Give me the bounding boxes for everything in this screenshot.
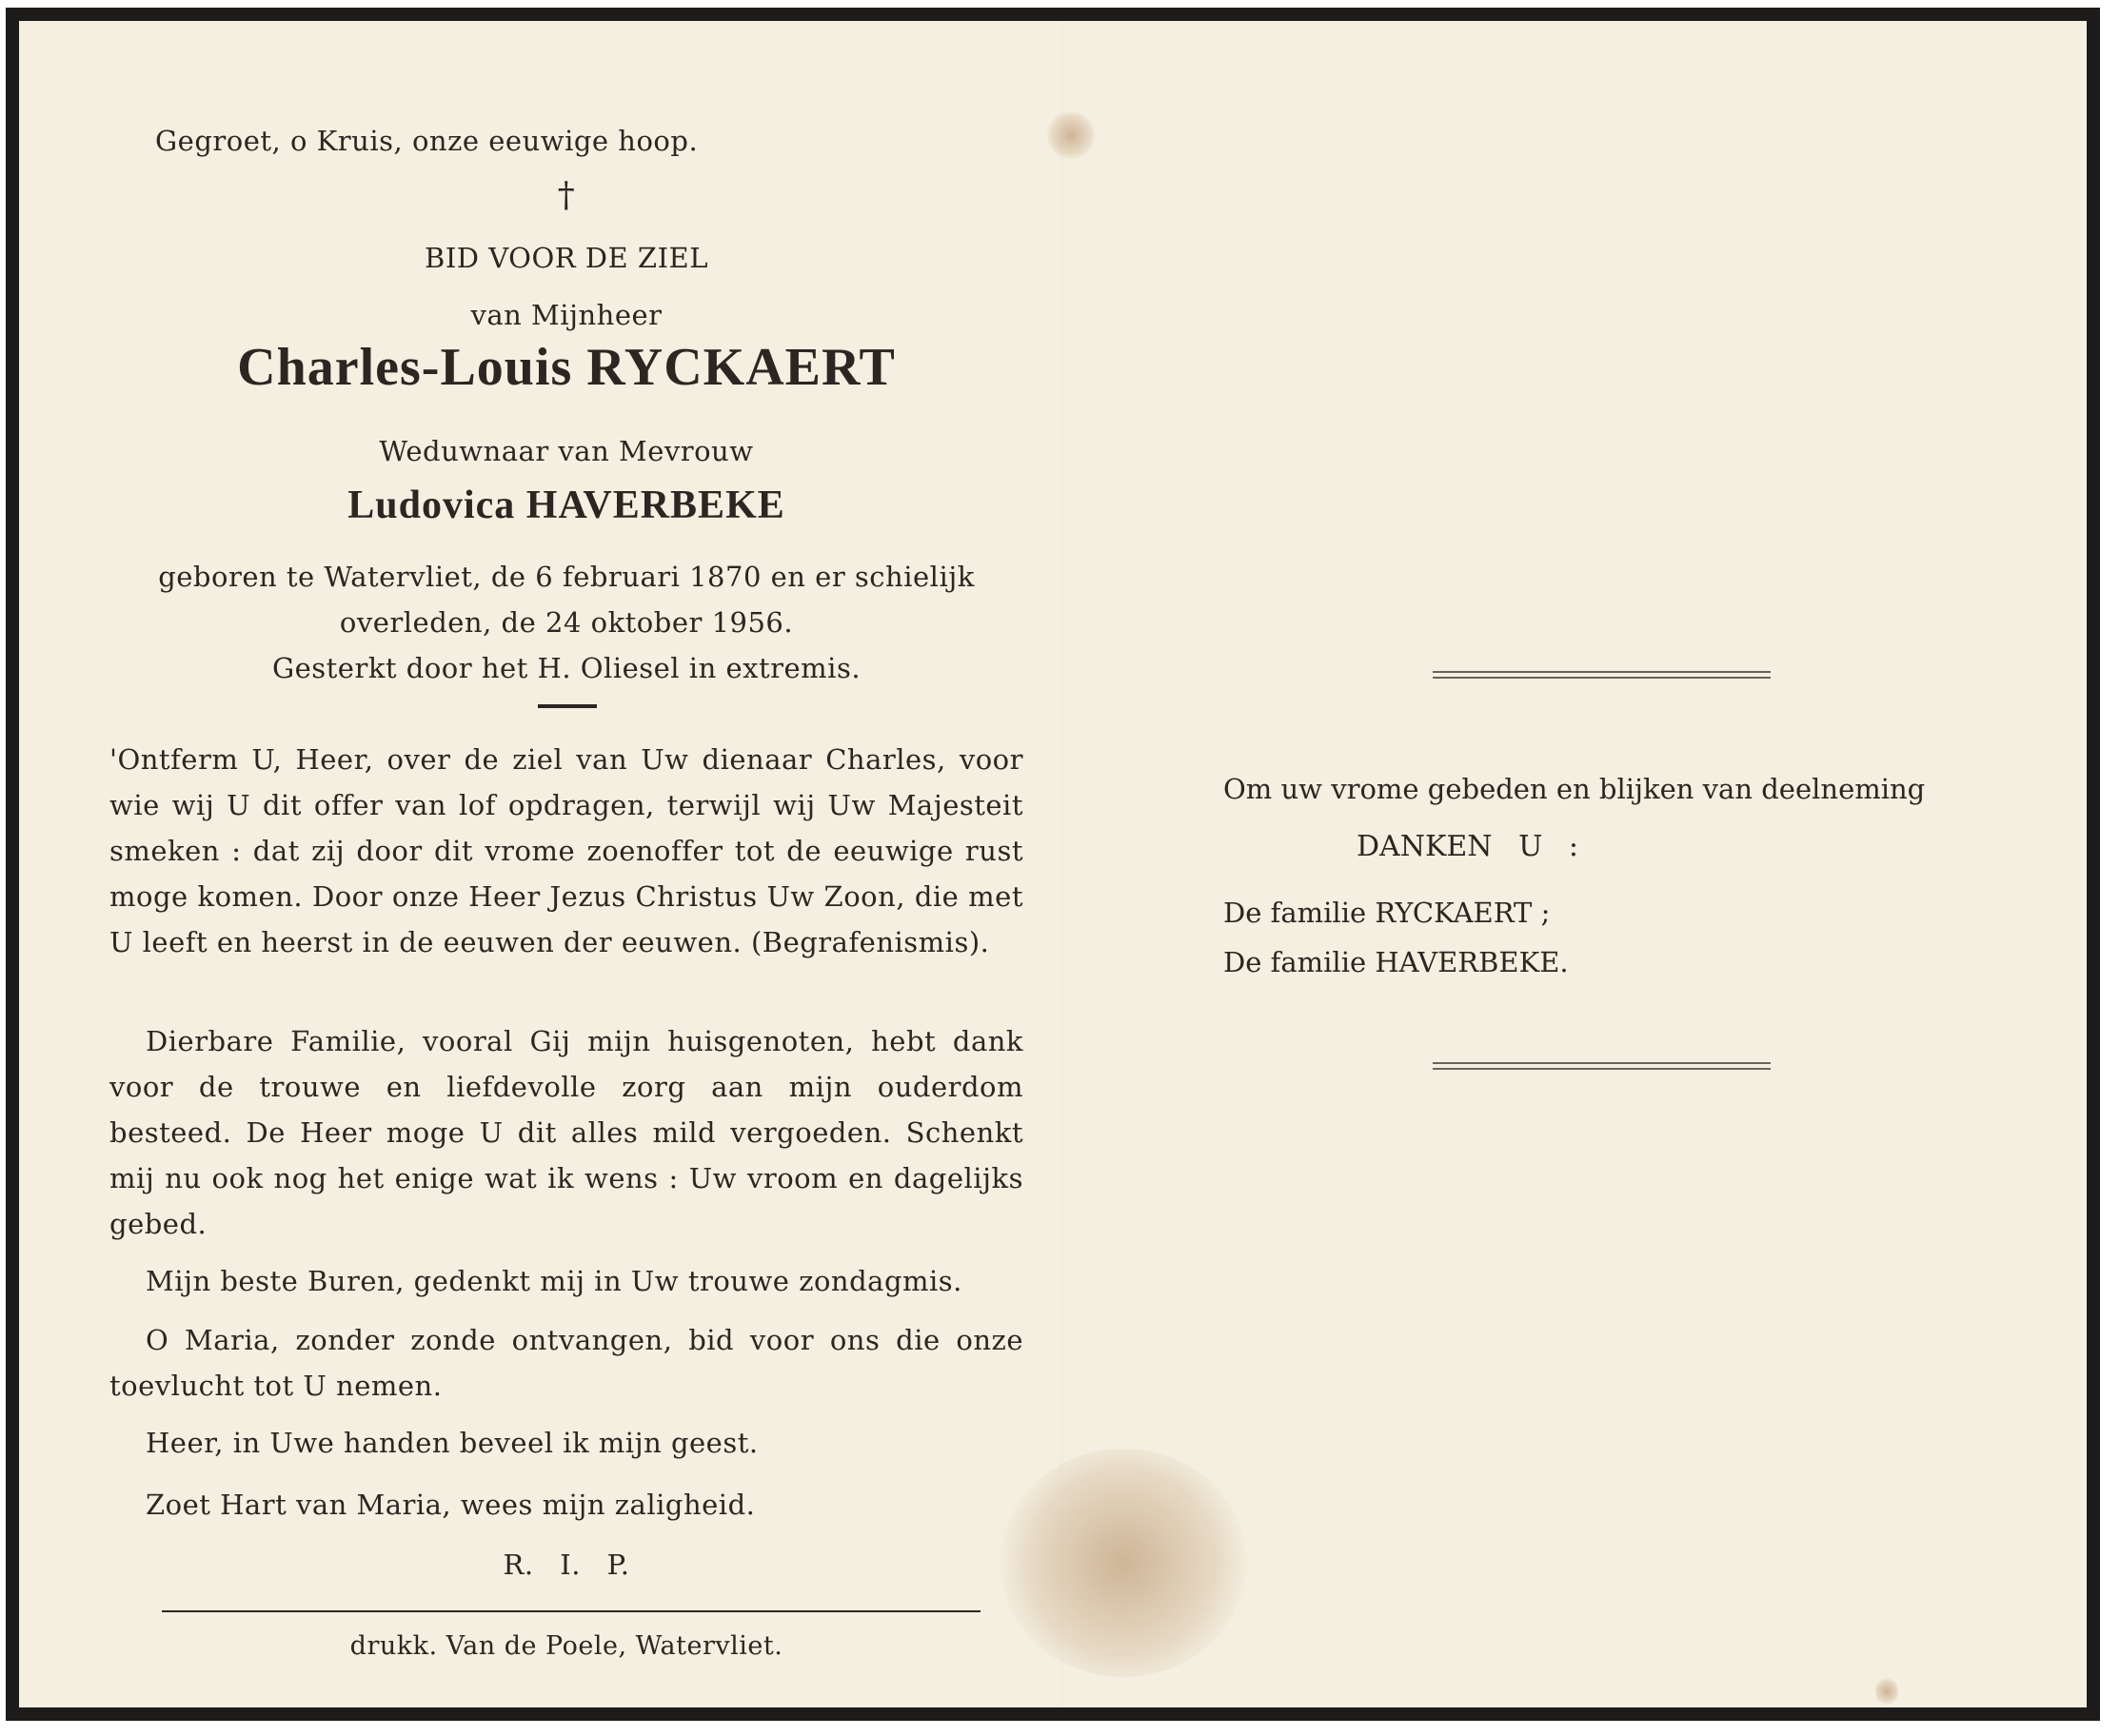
divider xyxy=(538,704,597,708)
bid-heading: BID VOOR DE ZIEL xyxy=(425,242,708,274)
family-paragraph: Dierbare Familie, vooral Gij mijn huisgenoten, hebt dank voor de trouwe en liefdevolle zorg aan mijn ouderdom besteed. De Heer moge U dit alles mild vergoeden. Schenkt mij nu ook nog het enige wat ik wens : Uw vroom en dagelijks gebed. xyxy=(109,1025,1023,1240)
widower-line: Weduwnaar van Mevrouw xyxy=(379,435,754,467)
double-rule xyxy=(1433,1062,1771,1070)
family-haverbeke: De familie HAVERBEKE. xyxy=(1223,946,1569,978)
birth-death-info xyxy=(109,554,1023,691)
died-line: overleden, de 24 oktober 1956. xyxy=(339,606,794,639)
left-panel xyxy=(109,21,1023,1707)
memorial-card xyxy=(6,8,2100,1721)
sacrament-line: Gesterkt door het H. Oliesel in extremis. xyxy=(271,652,862,684)
zoet-hart-prayer: Zoet Hart van Maria, wees mijn zaligheid. xyxy=(146,1489,756,1521)
spouse-name: Ludovica HAVERBEKE xyxy=(347,483,785,527)
card-fold xyxy=(1060,21,1063,1707)
right-panel xyxy=(1209,21,1990,1707)
cross-icon: † xyxy=(557,176,576,215)
heer-prayer: Heer, in Uwe handen beveel ik mijn geest. xyxy=(146,1427,759,1459)
family-ryckaert: De familie RYCKAERT ; xyxy=(1223,897,1551,929)
bottom-rule xyxy=(162,1610,981,1612)
deceased-name: Charles-Louis RYCKAERT xyxy=(237,338,896,397)
double-rule xyxy=(1433,671,1771,679)
neighbours-line: Mijn beste Buren, gedenkt mij in Uw trouwe zondagmis. xyxy=(146,1265,962,1297)
greeting: Gegroet, o Kruis, onze eeuwige hoop. xyxy=(155,125,699,157)
maria-prayer: O Maria, zonder zonde ontvangen, bid voor ons die onze toevlucht tot U nemen. xyxy=(109,1324,1023,1402)
stain-mark xyxy=(1047,111,1095,159)
rip: R. I. P. xyxy=(503,1549,630,1581)
thanks-line: Om uw vrome gebeden en blijken van deelneming xyxy=(1223,773,1926,805)
prayer-paragraph: 'Ontferm U, Heer, over de ziel van Uw dienaar Charles, voor wie wij U dit offer van lof opdragen, terwijl wij Uw Majesteit smeken : dat zij door dit vrome zoenoffer tot de eeuwige rust moge komen. Door onze Heer Jezus Christus Uw Zoon, die met U leeft en heerst in de eeuwen der eeuwen. (Begrafenismis). xyxy=(109,743,1023,958)
born-line: geboren te Watervliet, de 6 februari 1870 en er schielijk xyxy=(158,561,975,593)
printer-credit: drukk. Van de Poele, Watervliet. xyxy=(349,1631,783,1661)
van-mijnheer: van Mijnheer xyxy=(470,299,663,331)
danken-line: DANKEN U : xyxy=(1357,830,1578,863)
